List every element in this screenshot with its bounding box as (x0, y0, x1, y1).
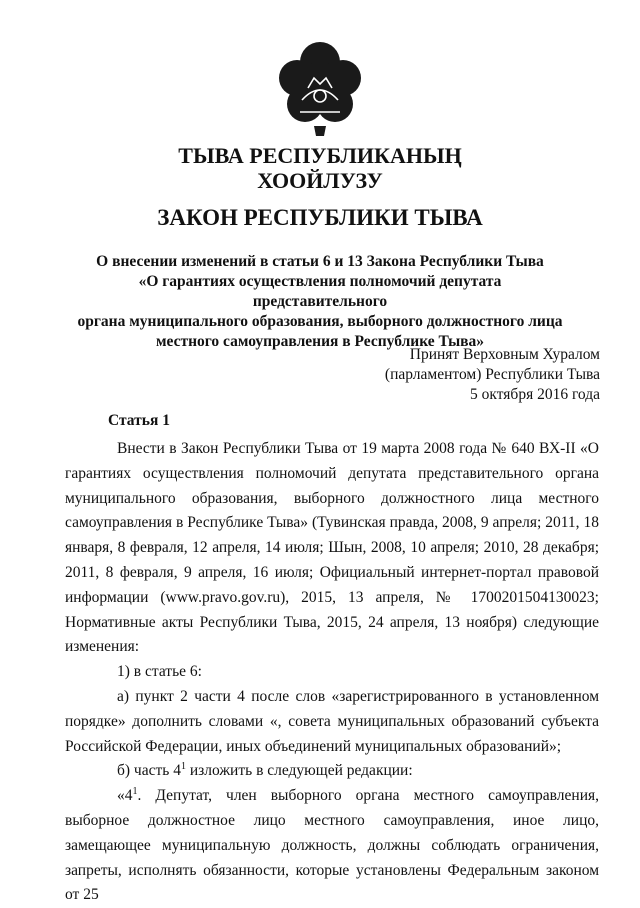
quoted-paragraph (65, 784, 599, 908)
item-a: а) пункт 2 части 4 после слов «зарегистрированного в установленном порядке» дополнить словами «, совета муниципальных образований субъекта Российской Федерации, иных объединений муниципальных образований»; (65, 687, 599, 755)
item-b-superscript: 1 (180, 761, 186, 773)
article-body (65, 437, 599, 908)
item-1: 1) в статье 6: (117, 663, 202, 681)
subtitle-line: О внесении изменений в статьи 6 и 13 Закона Республики Тыва (96, 253, 544, 270)
subtitle-line: органа муниципального образования, выборного должностного лица (77, 313, 563, 330)
adoption-line: (парламентом) Республики Тыва (384, 366, 600, 383)
quote-start: «4 (117, 787, 133, 805)
item-b (65, 759, 599, 784)
article-intro-paragraph: Внести в Закон Республики Тыва от 19 марта 2008 года № 640 ВХ-II «О гарантиях осуществления полномочий депутата представительного органа муниципального образования, выборного должностного лица местного самоуправления в Республике Тыва» (Тувинская правда, 2008, 9 апреля; 2011, 18 января, 8 февраля, 12 апреля, 14 июля; Шын, 2008, 10 апреля; 2010, 28 декабря; 2011, 8 февраля, 9 апреля, 16 июля; Официальный интернет-портал правовой информации (www.pravo.gov.ru), 2015, 13 апреля, № 1700201504130023; Нормативные акты Республики Тыва, 2015, 24 апреля, 13 ноября) следующие изменения: (65, 440, 599, 656)
adoption-info (385, 345, 600, 405)
coat-of-arms-emblem (270, 40, 370, 140)
article-heading: Статья 1 (108, 412, 170, 429)
subtitle-line: «О гарантиях осуществления полномочий депутата представительного (138, 273, 502, 310)
law-subtitle (70, 252, 570, 352)
law-title: ЗАКОН РЕСПУБЛИКИ ТЫВА (157, 205, 483, 230)
header-tuvan-line2: ХООЙЛУЗУ (257, 168, 383, 193)
adoption-line: Принят Верховным Хуралом (409, 346, 600, 363)
item-b-text: б) часть 4 (117, 762, 181, 780)
subtitle-line: местного самоуправления в Республике Тыва» (155, 333, 485, 350)
quote-text: . Депутат, член выборного органа местного самоуправления, выборное должностное лицо местного самоуправления, иное лицо, замещающее муниципальную должность, должны соблюдать ограничения, запреты, исполнять обязанности, которые установлены Федеральным законом от 25 (65, 787, 599, 904)
adoption-date: 5 октября 2016 года (470, 386, 600, 403)
quote-superscript: 1 (132, 786, 138, 797)
header-tuvan-line1: ТЫВА РЕСПУБЛИКАНЫҢ (178, 143, 462, 168)
item-b-text-end: изложить в следующей редакции: (185, 762, 413, 780)
